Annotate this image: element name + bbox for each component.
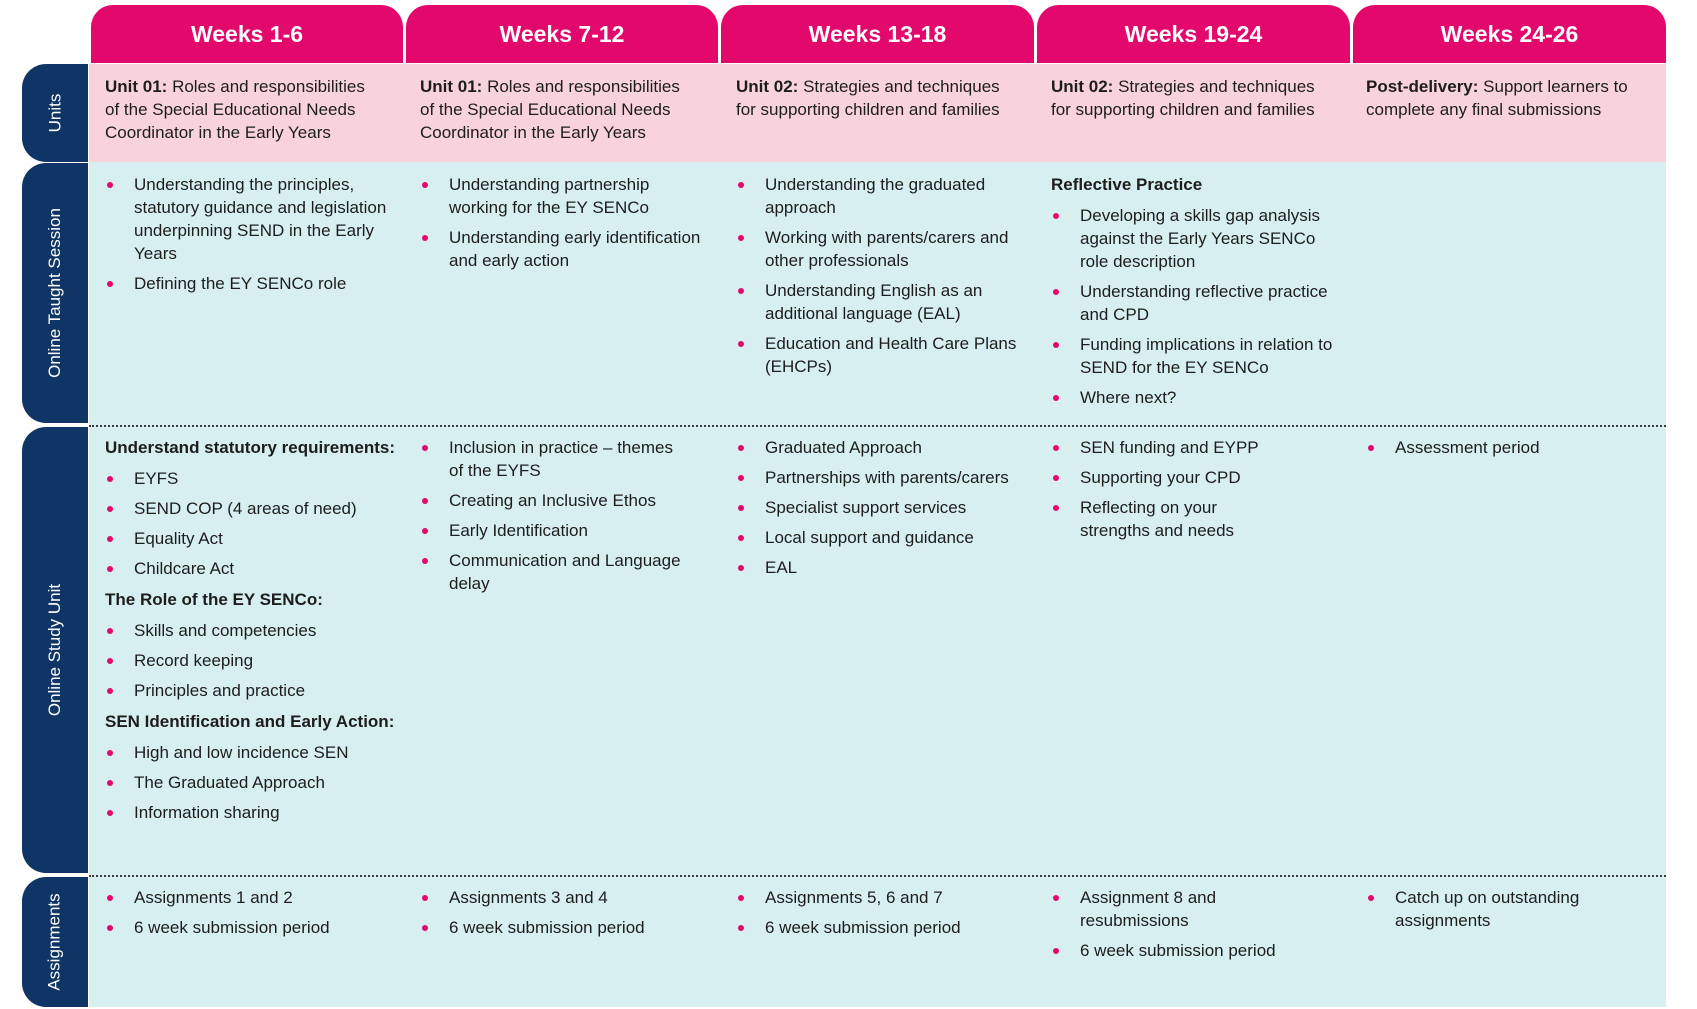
list-item: Assignment 8 and resubmissions (1051, 886, 1281, 932)
online-study-cell-1 (105, 436, 400, 831)
bullet-list (420, 436, 690, 595)
column-header-weeks-13-18: Weeks 13-18 (721, 5, 1034, 63)
online-study-cell-2 (420, 436, 690, 602)
unit-cell: Unit 01: Roles and responsibilities of the Special Educational Needs Coordinator in the Early Years (105, 77, 365, 142)
list-item: Assignments 5, 6 and 7 (736, 886, 1021, 909)
list-item: Inclusion in practice – themes of the EYFS (420, 436, 690, 482)
bullet-list (105, 619, 400, 702)
list-item: Understanding reflective practice and CPD (1051, 280, 1336, 326)
bullet-list (1051, 886, 1281, 962)
bullet-list (736, 886, 1021, 939)
list-item: Defining the EY SENCo role (105, 272, 390, 295)
list-item: SEN funding and EYPP (1051, 436, 1281, 459)
list-item: Specialist support services (736, 496, 1021, 519)
column-header-weeks-7-12: Weeks 7-12 (406, 5, 718, 63)
column-header-weeks-19-24: Weeks 19-24 (1037, 5, 1350, 63)
assignments-cell-5 (1366, 886, 1636, 939)
row-divider (89, 875, 1666, 877)
list-item: Assignments 3 and 4 (420, 886, 705, 909)
bullet-list (736, 436, 1021, 579)
list-item: Principles and practice (105, 679, 400, 702)
list-item: Communication and Language delay (420, 549, 690, 595)
list-item: Graduated Approach (736, 436, 1021, 459)
row-label-online-study-unit: Online Study Unit (22, 427, 88, 873)
list-item: Working with parents/carers and other professionals (736, 226, 1021, 272)
list-item: Assessment period (1366, 436, 1651, 459)
list-item: Early Identification (420, 519, 690, 542)
list-item: 6 week submission period (736, 916, 1021, 939)
list-item: EAL (736, 556, 1021, 579)
row-label-assignments: Assignments (22, 877, 88, 1007)
online-taught-cell-4 (1051, 173, 1336, 416)
list-item: Understanding English as an additional language (EAL) (736, 279, 1021, 325)
list-item: Understanding early identification and early action (420, 226, 705, 272)
list-item: Supporting your CPD (1051, 466, 1281, 489)
online-taught-cell-2 (420, 173, 705, 279)
list-item: Record keeping (105, 649, 400, 672)
online-study-cell-4 (1051, 436, 1281, 549)
list-item: EYFS (105, 467, 400, 490)
bullet-list (105, 886, 390, 939)
list-item: 6 week submission period (420, 916, 705, 939)
row-divider (89, 425, 1666, 427)
section-heading: The Role of the EY SENCo: (105, 590, 323, 609)
list-item: Catch up on outstanding assignments (1366, 886, 1636, 932)
bullet-list (1051, 204, 1336, 409)
list-item: Assignments 1 and 2 (105, 886, 390, 909)
bullet-list (1051, 436, 1281, 542)
list-item: 6 week submission period (105, 916, 390, 939)
list-item: Equality Act (105, 527, 400, 550)
list-item: Skills and competencies (105, 619, 400, 642)
list-item: Understanding the principles, statutory guidance and legislation underpinning SEND in the Early Years (105, 173, 390, 265)
row-label-units: Units (22, 64, 88, 162)
list-item: SEND COP (4 areas of need) (105, 497, 400, 520)
list-item: Funding implications in relation to SEND for the EY SENCo (1051, 333, 1336, 379)
row-label-online-taught-session: Online Taught Session (22, 163, 88, 423)
online-study-cell-5 (1366, 436, 1651, 466)
bullet-list (105, 741, 400, 824)
list-item: Creating an Inclusive Ethos (420, 489, 690, 512)
bullet-list (1366, 436, 1651, 459)
list-item: Partnerships with parents/carers (736, 466, 1021, 489)
list-item: 6 week submission period (1051, 939, 1281, 962)
online-taught-cell-1 (105, 173, 390, 302)
unit-cell: Post-delivery: Support learners to complete any final submissions (1366, 77, 1628, 119)
section-heading: SEN Identification and Early Action: (105, 712, 395, 731)
section-heading: Understand statutory requirements: (105, 438, 395, 457)
list-item: The Graduated Approach (105, 771, 400, 794)
list-item: Understanding partnership working for the EY SENCo (420, 173, 705, 219)
bullet-list (1366, 886, 1636, 932)
unit-cell: Unit 02: Strategies and techniques for supporting children and families (1051, 77, 1315, 119)
online-study-cell-3 (736, 436, 1021, 586)
assignments-cell-1 (105, 886, 390, 946)
list-item: Understanding the graduated approach (736, 173, 1021, 219)
bullet-list (420, 886, 705, 939)
list-item: Information sharing (105, 801, 400, 824)
column-header-weeks-24-26: Weeks 24-26 (1353, 5, 1666, 63)
list-item: Where next? (1051, 386, 1336, 409)
bullet-list (105, 467, 400, 580)
bullet-list (420, 173, 705, 272)
list-item: Developing a skills gap analysis against the Early Years SENCo role description (1051, 204, 1336, 273)
online-taught-cell-3 (736, 173, 1021, 385)
column-header-weeks-1-6: Weeks 1-6 (91, 5, 403, 63)
section-heading: Reflective Practice (1051, 175, 1203, 194)
assignments-cell-4 (1051, 886, 1281, 969)
list-item: Education and Health Care Plans (EHCPs) (736, 332, 1021, 378)
unit-cell: Unit 02: Strategies and techniques for supporting children and families (736, 77, 1000, 119)
assignments-cell-3 (736, 886, 1021, 946)
bullet-list (736, 173, 1021, 378)
list-item: High and low incidence SEN (105, 741, 400, 764)
assignments-cell-2 (420, 886, 705, 946)
unit-cell: Unit 01: Roles and responsibilities of the Special Educational Needs Coordinator in the Early Years (420, 77, 680, 142)
list-item: Childcare Act (105, 557, 400, 580)
list-item: Local support and guidance (736, 526, 1021, 549)
list-item: Reflecting on your strengths and needs (1051, 496, 1281, 542)
bullet-list (105, 173, 390, 295)
